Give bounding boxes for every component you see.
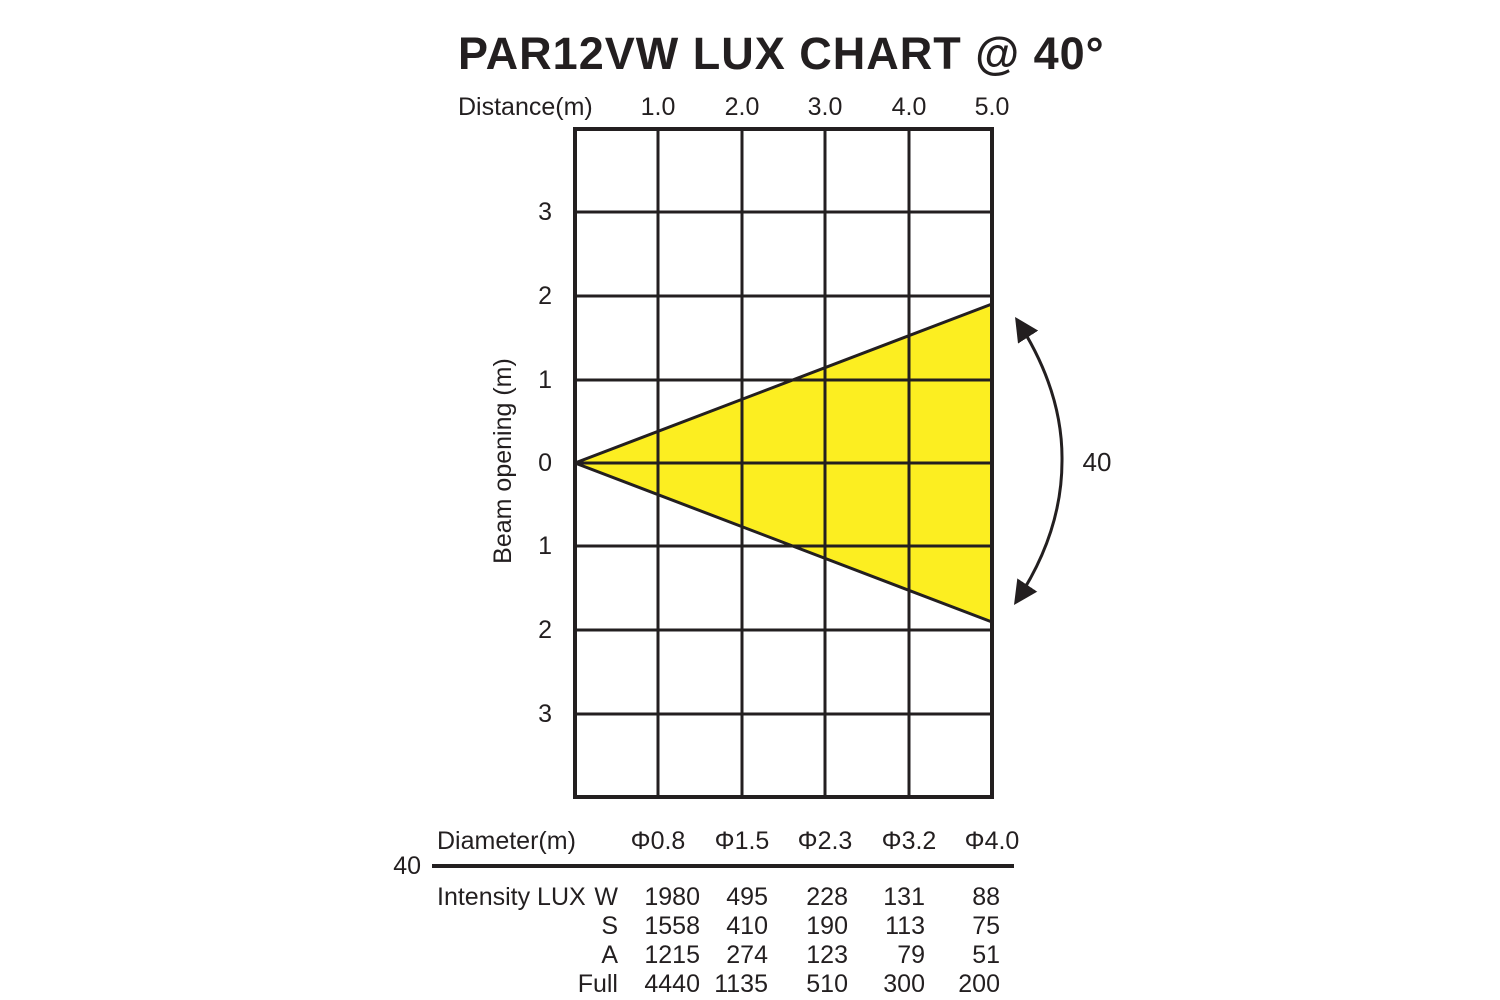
intensity-value: 1135 bbox=[714, 970, 768, 998]
intensity-value: 88 bbox=[972, 883, 1000, 911]
intensity-row-label: Full bbox=[577, 970, 618, 998]
intensity-row-label: S bbox=[601, 912, 618, 940]
y-tick: 3 bbox=[538, 198, 552, 226]
intensity-value: 410 bbox=[726, 912, 768, 940]
diameter-row-label: Diameter(m) bbox=[437, 827, 576, 855]
y-tick: 0 bbox=[538, 449, 552, 477]
y-tick: 1 bbox=[538, 532, 552, 560]
diameter-value: Φ1.5 bbox=[714, 827, 770, 855]
intensity-table-label: Intensity LUX bbox=[437, 883, 586, 911]
diameter-value: Φ2.3 bbox=[797, 827, 853, 855]
intensity-value: 75 bbox=[972, 912, 1000, 940]
x-tick: 1.0 bbox=[640, 93, 676, 121]
intensity-row-label: W bbox=[594, 883, 618, 911]
intensity-value: 1980 bbox=[644, 883, 700, 911]
x-tick: 2.0 bbox=[724, 93, 760, 121]
angle-arc-bottom bbox=[1016, 461, 1062, 602]
intensity-value: 190 bbox=[806, 912, 848, 940]
intensity-value: 510 bbox=[806, 970, 848, 998]
y-tick: 2 bbox=[538, 616, 552, 644]
x-tick: 5.0 bbox=[974, 93, 1010, 121]
grid-lines bbox=[575, 129, 992, 797]
intensity-value: 228 bbox=[806, 883, 848, 911]
diameter-value: Φ4.0 bbox=[964, 827, 1020, 855]
intensity-value: 1215 bbox=[644, 941, 700, 969]
y-axis-label: Beam opening (m) bbox=[489, 358, 517, 564]
intensity-value: 113 bbox=[885, 912, 925, 940]
y-tick: 1 bbox=[538, 366, 552, 394]
y-tick: 3 bbox=[538, 700, 552, 728]
x-tick: 3.0 bbox=[807, 93, 843, 121]
intensity-value: 79 bbox=[897, 941, 925, 969]
x-tick: 4.0 bbox=[891, 93, 927, 121]
intensity-value: 200 bbox=[958, 970, 1000, 998]
page-title: PAR12VW LUX CHART @ 40° bbox=[458, 28, 1105, 79]
intensity-value: 123 bbox=[806, 941, 848, 969]
diameter-value: Φ0.8 bbox=[630, 827, 686, 855]
y-tick: 2 bbox=[538, 282, 552, 310]
intensity-row-label: A bbox=[601, 941, 618, 969]
intensity-value: 51 bbox=[972, 941, 1000, 969]
angle-arc-top bbox=[1017, 320, 1062, 461]
intensity-value: 1558 bbox=[644, 912, 700, 940]
intensity-value: 274 bbox=[726, 941, 768, 969]
table-angle-label: 40 bbox=[393, 852, 421, 880]
table-divider bbox=[432, 864, 1014, 868]
diameter-value: Φ3.2 bbox=[881, 827, 937, 855]
intensity-value: 300 bbox=[883, 970, 925, 998]
intensity-value: 4440 bbox=[644, 970, 700, 998]
intensity-value: 495 bbox=[726, 883, 768, 911]
beam-angle-label: 40 bbox=[1082, 447, 1112, 477]
intensity-value: 131 bbox=[883, 883, 925, 911]
x-axis-label: Distance(m) bbox=[458, 93, 593, 121]
